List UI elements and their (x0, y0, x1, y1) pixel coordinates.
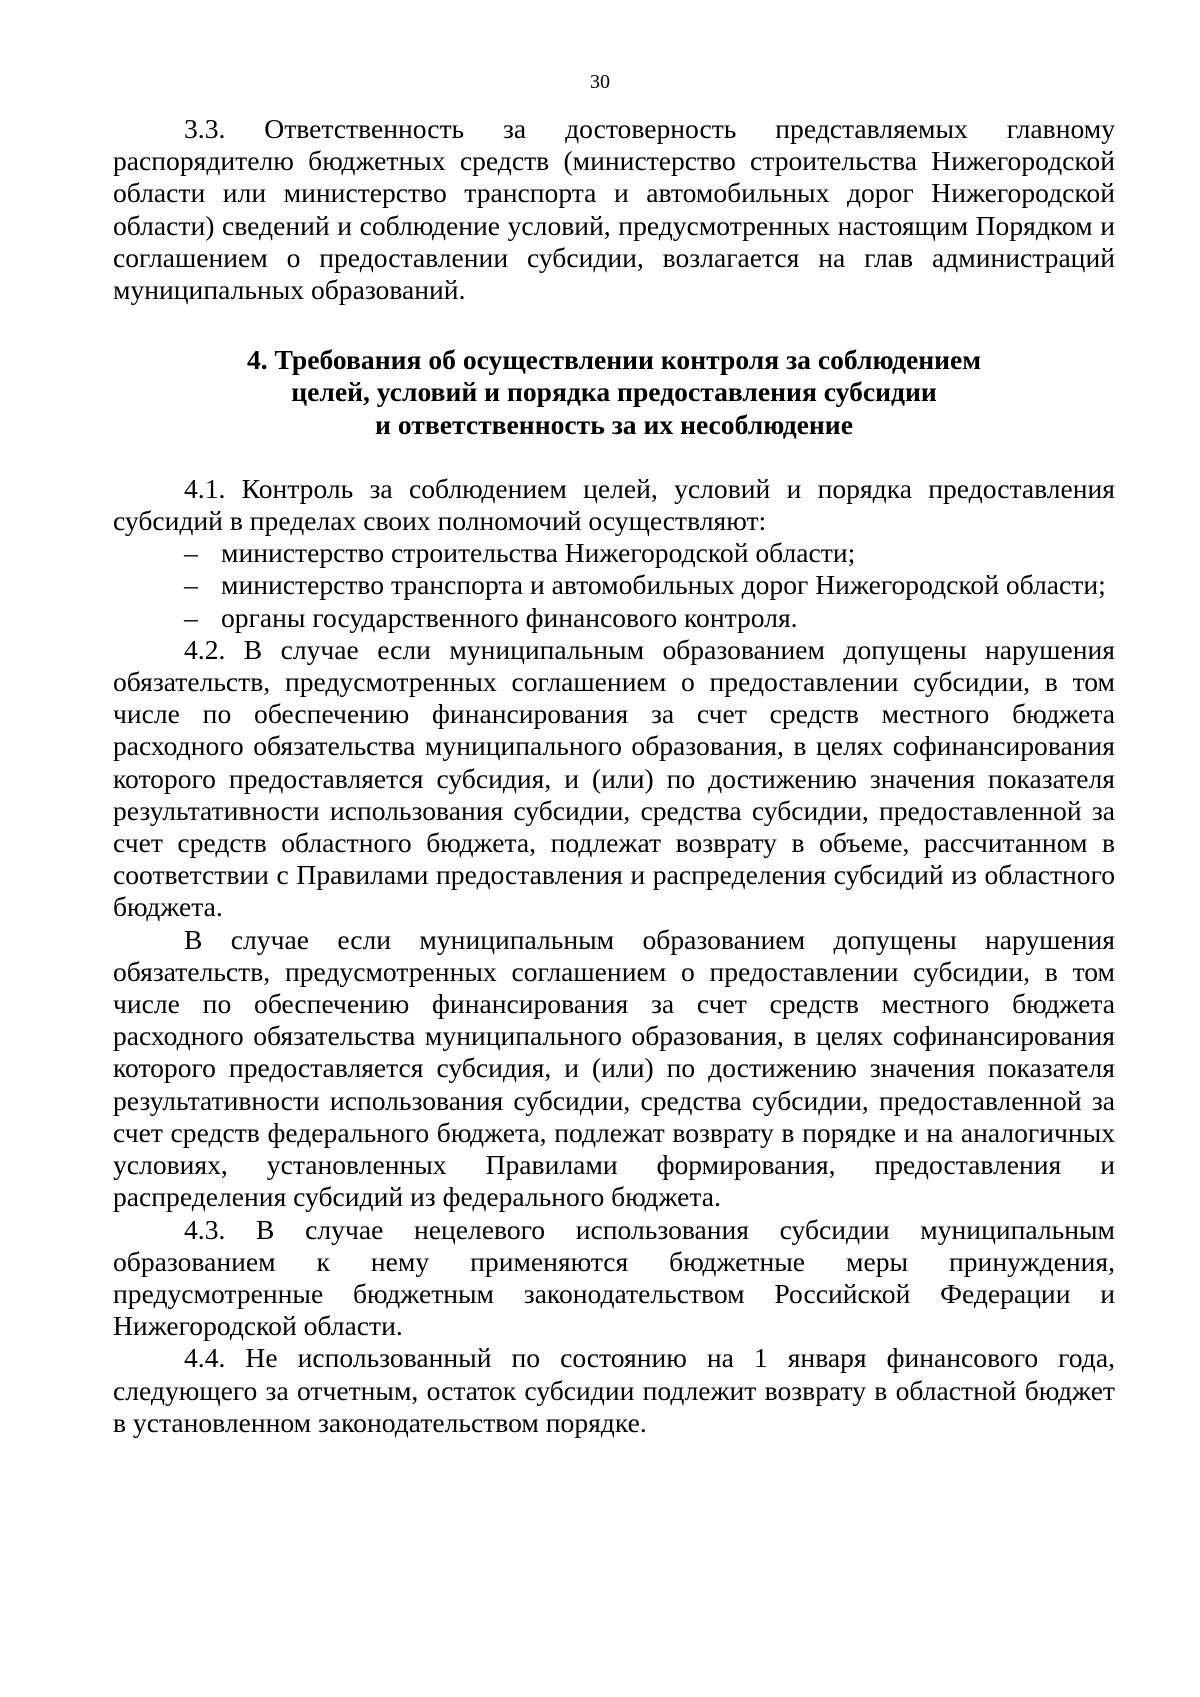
list-item (113, 602, 1115, 634)
dash-bullet: – (184, 569, 198, 601)
paragraph-4-2: 4.2. В случае если муниципальным образованием допущены нарушения обязательств, предусмотренных соглашением о предоставлении субсидии, в том числе по обеспечению финансирования за счет средств местного бюджета расходного обязательства муниципального образования, в целях софинансирования которого предоставляется субсидия, и (или) по достижению значения показателя результативности использования субсидии, средства субсидии, предоставленной за счет средств областного бюджета, подлежат возврату в объеме, рассчитанном в соответствии с Правилами предоставления и распределения субсидий из областного бюджета. (113, 633, 1115, 923)
list-item (113, 537, 1115, 569)
list-item-text: министерство строительства Нижегородской области; (221, 537, 856, 569)
section-4-heading (113, 344, 1115, 441)
dash-bullet: – (184, 601, 198, 633)
dash-bullet: – (184, 537, 198, 569)
paragraph-4-4: 4.4. Не использованный по состоянию на 1 января финансового года, следующего за отчетным, остаток субсидии подлежит возврату в областной бюджет в установленном законодательством порядке. (113, 1342, 1115, 1438)
paragraph-4-1: 4.1. Контроль за соблюдением целей, условий и порядка предоставления субсидий в пределах своих полномочий осуществляют: (113, 472, 1115, 537)
document-body (113, 113, 1115, 1439)
list-item-text: органы государственного финансового контроля. (221, 601, 798, 633)
paragraph-4-2-federal: В случае если муниципальным образованием допущены нарушения обязательств, предусмотренных соглашением о предоставлении субсидии, в том числе по обеспечению финансирования за счет средств местного бюджета расходного обязательства муниципального образования, в целях софинансирования которого предоставляется субсидия, и (или) по достижению значения показателя результативности использования субсидии, средства субсидии, предоставленной за счет средств федерального бюджета, подлежат возврату в порядке и на аналогичных условиях, установленных Правилами формирования, предоставления и распределения субсидий из федерального бюджета. (113, 923, 1115, 1213)
paragraph-3-3: 3.3. Ответственность за достоверность представляемых главному распорядителю бюджетных средств (министерство строительства Нижегородской области или министерство транспорта и автомобильных дорог Нижегородской области) сведений и соблюдение условий, предусмотренных настоящим Порядком и соглашением о предоставлении субсидии, возлагается на глав администраций муниципальных образований. (113, 113, 1115, 306)
section-4-heading-line-1: 4. Требования об осуществлении контроля за соблюдением (246, 344, 982, 376)
list-item (113, 569, 1115, 601)
section-4-heading-line-3: и ответственность за их несоблюдение (375, 408, 853, 440)
page-number: 30 (590, 71, 610, 93)
paragraph-4-3: 4.3. В случае нецелевого использования субсидии муниципальным образованием к нему применяются бюджетные меры принуждения, предусмотренные бюджетным законодательством Российской Федерации и Нижегородской области. (113, 1213, 1115, 1342)
section-4-heading-line-2: целей, условий и порядка предоставления субсидии (291, 376, 937, 408)
list-item-text: министерство транспорта и автомобильных дорог Нижегородской области; (221, 569, 1106, 601)
